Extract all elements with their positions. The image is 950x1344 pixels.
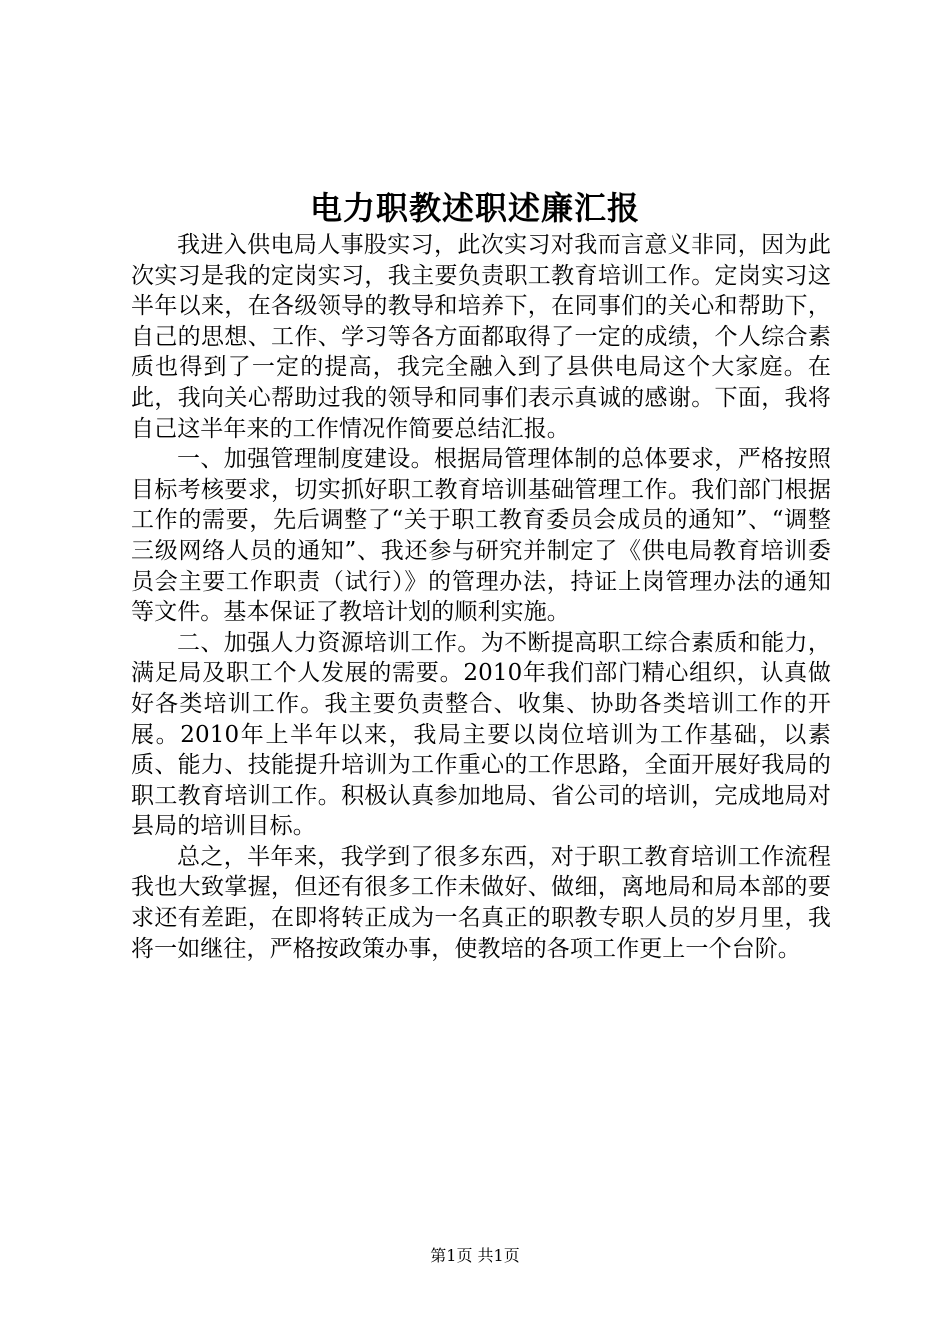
paragraph-summary: 总之，半年来，我学到了很多东西，对于职工教育培训工作流程我也大致掌握，但还有很多工作未做好、做细，离地局和局本部的要求还有差距，在即将转正成为一名真正的职教专职人员的岁月里，我将一如继往，严格按政策办事，使教培的各项工作更上一个台阶。 [131,843,831,962]
page-number-footer: 第1页 共1页 [430,1246,520,1265]
paragraph-hr-training: 二、加强人力资源培训工作。为不断提高职工综合素质和能力，满足局及职工个人发展的需要。2010年我们部门精心组织，认真做好各类培训工作。我主要负责整合、收集、协助各类培训工作的开展。2010年上半年以来，我局主要以岗位培训为工作基础，以素质、能力、技能提升培训为工作重心的工作思路，全面开展好我局的职工教育培训工作。积极认真参加地局、省公司的培训，完成地局对县局的培训目标。 [131,629,831,840]
document-body [131,230,831,964]
paragraph-management-system: 一、加强管理制度建设。根据局管理体制的总体要求，严格按照目标考核要求，切实抓好职工教育培训基础管理工作。我们部门根据工作的需要，先后调整了“关于职工教育委员会成员的通知”、“调整三级网络人员的通知”、我还参与研究并制定了《供电局教育培训委员会主要工作职责（试行）》的管理办法，持证上岗管理办法的通知等文件。基本保证了教培计划的顺利实施。 [131,446,831,626]
document-title: 电力职教述职述廉汇报 [309,189,640,227]
paragraph-intro: 我进入供电局人事股实习，此次实习对我而言意义非同，因为此次实习是我的定岗实习，我主要负责职工教育培训工作。定岗实习这半年以来，在各级领导的教导和培养下，在同事们的关心和帮助下，自己的思想、工作、学习等各方面都取得了一定的成绩，个人综合素质也得到了一定的提高，我完全融入到了县供电局这个大家庭。在此，我向关心帮助过我的领导和同事们表示真诚的感谢。下面，我将自己这半年来的工作情况作简要总结汇报。 [131,232,831,442]
